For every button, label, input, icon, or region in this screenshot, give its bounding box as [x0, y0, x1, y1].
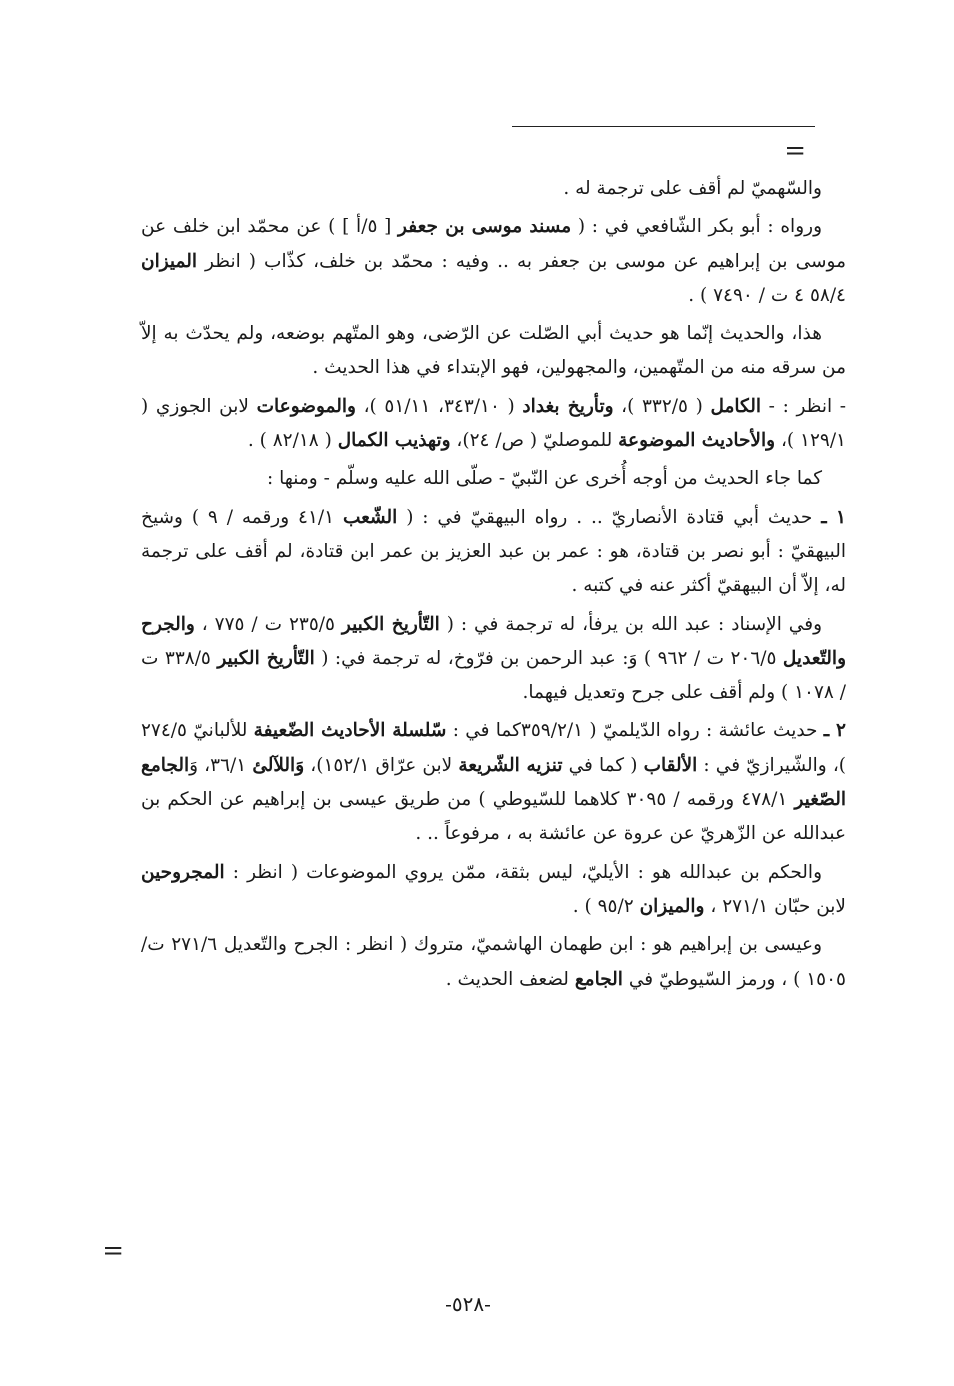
source-title: وتأريخ بغداد — [522, 395, 614, 417]
continuation-mark-bottom: = — [102, 1236, 124, 1266]
paragraph-1: والسّهميّ لم أقف على ترجمة له . — [563, 178, 822, 199]
source-title: الجامع — [574, 968, 623, 990]
footnote-body — [141, 172, 846, 1001]
paragraph-9: والحكم بن عبدالله هو : الأيليّ، ليس بثقة، ممّن يروي الموضوعات ( انظر : المجروحين لابن حبّان ٢٧١/١ ، والميزان ٩٥/٢ ) . — [141, 861, 846, 917]
paragraph-6-item-1: ١ ـ حديث أبي قتادة الأنصاريّ .. . رواه البيهقيّ في : ( الشّعب ٤١/١ ورقمه / ٩ ) وشيخ البيهقيّ : أبو نصر بن قتادة، هو : عمر بن عبد العزيز بن عمر ابن قتادة، لم أقف على ترجمة له، إلاّ أن البيهقيّ أكثر عنه في كتبه . — [141, 506, 846, 597]
source-title: والأحاديث الموضوعة — [618, 430, 776, 452]
source-title: التّأريخ الكبير — [341, 613, 440, 635]
source-title: والميزان — [639, 895, 705, 917]
source-title: مسند موسى بن جعفر — [398, 216, 572, 238]
paragraph-7: وفي الإسناد : عبد الله بن يرفأ، له ترجمة في : ( التّأريخ الكبير ٢٣٥/٥ ت / ٧٧٥ ، والجرح والتّعديل ٢٠٦/٥ ت / ٩٦٢ ) وَ: عبد الرحمن بن فرّوخ، له ترجمة في: ( التّأريخ الكبير ٣٣٨/٥ ت / ١٠٧٨ ) ولم أقف على جرح وتعديل فيهما. — [141, 613, 847, 704]
source-title: تنزيه الشّريعة — [458, 754, 563, 776]
source-title: وَاللآلئ — [252, 754, 305, 776]
footnote-separator-rule — [512, 126, 815, 127]
source-title: المجروحين — [141, 861, 225, 883]
paragraph-5: كما جاء الحديث من أوجه أُخرى عن النّبيّ - صلّى الله عليه وسلّم - ومنها : — [267, 468, 822, 490]
source-title: سّلسلة الأحاديث الضّعيفة — [253, 720, 447, 742]
paragraph-8-item-2: ٢ ـ حديث عائشة : رواه الدّيلميّ ( ٣٥٩/٢/١كما في : سّلسلة الأحاديث الضّعيفة للألبانيّ ٢٧٤/٥ )، والشّيرازيّ في : الألقاب ( كما في تنزيه الشّريعة لابن عرّاق ١٥٢/١)، وَاللآلئ ٣٦/١، وَالجامع الصّغير ٤٧٨/١ ورقمه / ٣٠٩٥ كلاهما للسّيوطي ) من طريق عيسى بن إبراهيم عن الحكم بن عبدالله عن الزّهريّ عن عروة عن عائشة به ، مرفوعاً .. . — [141, 720, 847, 845]
paragraph-2: ورواه : أبو بكر الشّافعي في : ( مسند موسى بن جعفر [ ٥/أ ] ) عن محمّد ابن خلف عن موسى بن إبراهيم عن موسى بن جعفر به .. وفيه : محمّد بن خلف، كذّاب ( انظر الميزان ٥٨/٤ ٤ ت / ٧٤٩٠ ) . — [141, 216, 846, 306]
source-title: والجرح والتّعديل — [141, 613, 847, 669]
paragraph-10: وعيسى بن إبراهيم هو : ابن طهمان الهاشميّ، متروك ( انظر : الجرح والتّعديل ٢٧١/٦ ت/١٥٠٥ ) ، ورمز السّيوطيّ في الجامع لضعف الحديث . — [141, 934, 846, 990]
source-title: الألقاب — [643, 754, 698, 776]
source-title: الجامع الصّغير — [141, 754, 846, 811]
source-title: وتهذيب الكمال — [337, 430, 451, 452]
paragraph-3: هذا، والحديث إنّما هو حديث أبي الصّلت عن الرّضى، وهو المتّهم بوضعه، ولم يحدّث به إلاّ من سرقه منه من المتّهمين، والمجهولين، فهو الإبتداء في هذا الحديث . — [141, 323, 846, 379]
item-number: ٢ ـ — [823, 720, 846, 742]
source-title: الشّعب — [342, 506, 398, 528]
item-number: ١ ـ — [821, 506, 846, 528]
source-title: الكامل — [710, 395, 762, 417]
page-number: -٥٢٨- — [445, 1292, 491, 1316]
source-title: التّأريخ الكبير — [217, 647, 315, 669]
paragraph-4-references: - انظر : - الكامل ( ٣٣٢/٥ )، وتأريخ بغداد ( ٣٤٣/١٠، ٥١/١١ )، والموضوعات لابن الجوزي ( ١٢٩/١ )، والأحاديث الموضوعة للموصليّ ( ص/ ٢٤)، وتهذيب الكمال ( ٨٢/١٨ ) . — [141, 395, 846, 452]
continuation-mark-top: = — [784, 136, 806, 166]
source-title: والموضوعات — [256, 395, 356, 417]
source-title: الميزان — [141, 250, 197, 272]
